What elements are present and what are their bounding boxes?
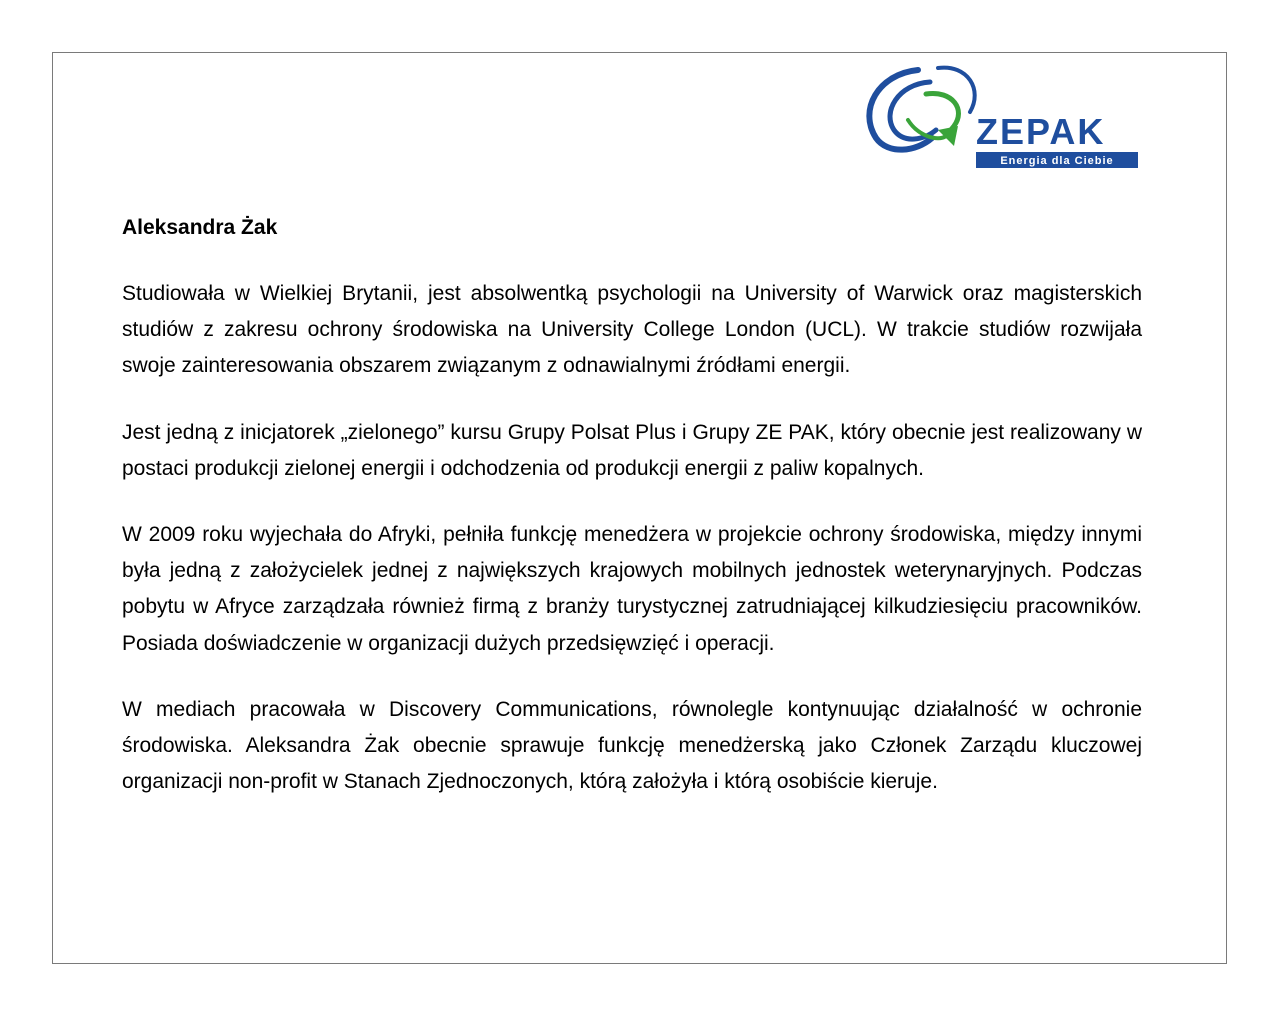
logo-tagline: Energia dla Ciebie [1000, 155, 1114, 167]
zepak-logo [858, 60, 1140, 172]
paragraph-green-course: Jest jedną z inicjatorek „zielonego” kursu Grupy Polsat Plus i Grupy ZE PAK, który obecnie jest realizowany w postaci produkcji zielonej energii i odchodzenia od produkcji energii z paliw kopalnych. [122, 420, 1142, 480]
paragraph-education: Studiowała w Wielkiej Brytanii, jest absolwentką psychologii na University of Warwick oraz magisterskich studiów z zakresu ochrony środowiska na University College London (UCL). W trakcie studiów rozwijała swoje zainteresowania obszarem związanym z odnawialnymi źródłami energii. [122, 282, 1142, 378]
zepak-logo-graphic [858, 60, 1140, 172]
document-body [122, 210, 1142, 800]
logo-brand-text: ZEPAK [976, 111, 1106, 152]
paragraph-media-career: W mediach pracowała w Discovery Communications, równolegle kontynuując działalność w ochronie środowiska. Aleksandra Żak obecnie sprawuje funkcję menedżerską jako Członek Zarządu kluczowej organizacji non-profit w Stanach Zjednoczonych, którą założyła i którą osobiście kieruje. [122, 697, 1142, 794]
person-name-heading: Aleksandra Żak [122, 216, 278, 239]
paragraph-africa-experience: W 2009 roku wyjechała do Afryki, pełniła funkcję menedżera w projekcie ochrony środowiska, między innymi była jedną z założycielek jednej z największych krajowych mobilnych jednostek weterynaryjnych. Podczas pobytu w Afryce zarządzała również firmą z branży turystycznej zatrudniającej kilkudziesięciu pracowników. Posiada doświadczenie w organizacji dużych przedsięwzięć i operacji. [122, 523, 1142, 655]
